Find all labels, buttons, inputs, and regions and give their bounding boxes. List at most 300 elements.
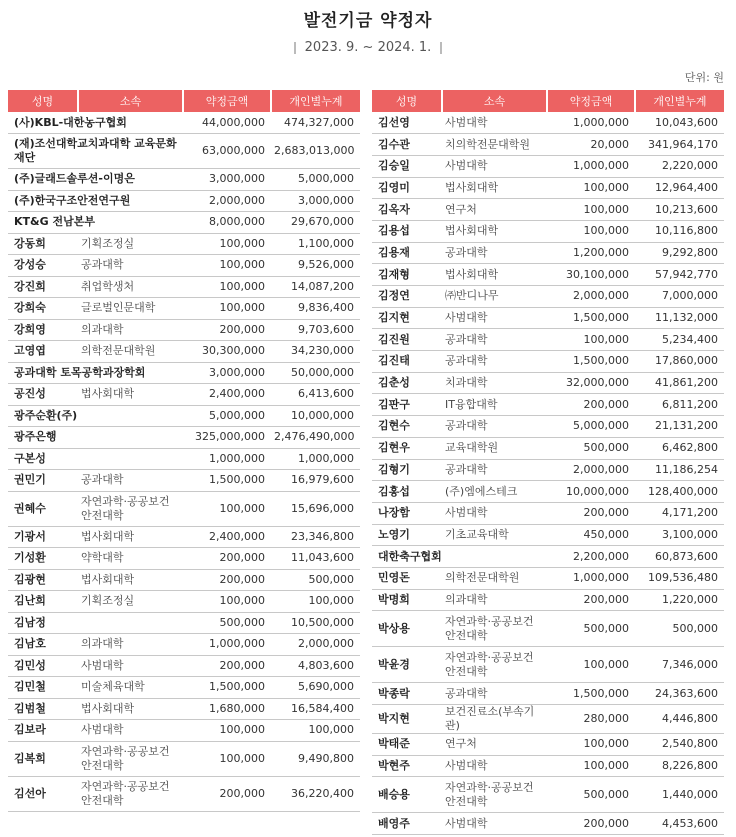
- cumulative-amount: 11,186,254: [635, 459, 724, 481]
- donor-affiliation: 사범대학: [442, 112, 547, 134]
- table-row: [372, 394, 724, 416]
- pledge-amount: 100,000: [547, 647, 635, 683]
- donor-name: 김영미: [372, 177, 442, 199]
- table-row: [8, 698, 360, 720]
- table-row: [372, 611, 724, 647]
- pledge-amount: 500,000: [547, 777, 635, 813]
- donor-affiliation: 기초교육대학: [442, 524, 547, 546]
- table-row: [372, 307, 724, 329]
- table-row: [8, 548, 360, 570]
- donor-affiliation: 약학대학: [78, 548, 183, 570]
- donor-affiliation: 법사회대학: [78, 526, 183, 548]
- cumulative-amount: 6,413,600: [271, 384, 360, 406]
- donor-name: 박지현: [372, 705, 442, 734]
- table-row: [8, 526, 360, 548]
- cumulative-amount: 1,000,000: [271, 448, 360, 470]
- donor-name: 김범철: [8, 698, 78, 720]
- cumulative-amount: 10,116,800: [635, 220, 724, 242]
- table-row: [8, 591, 360, 613]
- cumulative-amount: 6,462,800: [635, 437, 724, 459]
- cumulative-amount: 3,000,000: [271, 190, 360, 212]
- table-row: [372, 777, 724, 813]
- cumulative-amount: 4,171,200: [635, 502, 724, 524]
- pledge-amount: 1,500,000: [547, 683, 635, 705]
- donor-affiliation: 법사회대학: [78, 698, 183, 720]
- table-row: [372, 683, 724, 705]
- donor-table-left: [8, 90, 360, 812]
- cumulative-amount: 12,964,400: [635, 177, 724, 199]
- pledge-amount: 200,000: [183, 776, 271, 811]
- donor-affiliation: 자연과학·공공보건 안전대학: [442, 611, 547, 647]
- pledge-amount: 100,000: [183, 741, 271, 776]
- pledge-amount: 100,000: [547, 734, 635, 756]
- header-amount: 약정금액: [547, 90, 635, 112]
- table-row: [8, 405, 360, 427]
- cumulative-amount: 15,696,000: [271, 491, 360, 526]
- header-dept: 소속: [78, 90, 183, 112]
- donor-affiliation: ㈜반디나무: [442, 286, 547, 308]
- cumulative-amount: 5,000,000: [271, 169, 360, 191]
- table-row: [8, 384, 360, 406]
- header-row: [372, 90, 724, 112]
- table-row: [372, 112, 724, 134]
- donor-name: 공과대학 토목공학과장학회: [8, 362, 183, 384]
- pledge-amount: 5,000,000: [183, 405, 271, 427]
- table-row: [8, 655, 360, 677]
- table-row: [8, 427, 360, 449]
- table-row: [372, 437, 724, 459]
- table-row: [8, 233, 360, 255]
- donor-affiliation: 취업학생처: [78, 276, 183, 298]
- cumulative-amount: 60,873,600: [635, 546, 724, 568]
- table-row: [372, 134, 724, 156]
- donor-name: 김용재: [372, 242, 442, 264]
- donor-affiliation: 연구처: [442, 199, 547, 221]
- divider-right: [440, 42, 442, 54]
- donor-name: 공진성: [8, 384, 78, 406]
- table-row: [8, 190, 360, 212]
- table-row: [8, 341, 360, 363]
- pledge-amount: 1,500,000: [547, 307, 635, 329]
- header-name: 성명: [8, 90, 78, 112]
- donor-name: 김진태: [372, 351, 442, 373]
- pledge-amount: 1,000,000: [547, 112, 635, 134]
- cumulative-amount: 9,703,600: [271, 319, 360, 341]
- table-row: [372, 502, 724, 524]
- table-row: [8, 169, 360, 191]
- table-row: [372, 755, 724, 777]
- donor-name: 김형기: [372, 459, 442, 481]
- table-row: [372, 286, 724, 308]
- donor-affiliation: 법사회대학: [442, 264, 547, 286]
- pledge-amount: 2,200,000: [547, 546, 635, 568]
- donor-name: 권혜수: [8, 491, 78, 526]
- pledge-amount: 30,100,000: [547, 264, 635, 286]
- donor-name: (사)KBL-대한농구협회: [8, 112, 183, 134]
- cumulative-amount: 1,220,000: [635, 589, 724, 611]
- cumulative-amount: 10,000,000: [271, 405, 360, 427]
- unit-label: 단위: 원: [684, 71, 724, 84]
- cumulative-amount: 100,000: [271, 591, 360, 613]
- donor-name: 강희숙: [8, 298, 78, 320]
- table-row: [372, 242, 724, 264]
- pledge-amount: 200,000: [547, 394, 635, 416]
- donor-name: 배영주: [372, 813, 442, 835]
- donor-affiliation: 법사회대학: [78, 384, 183, 406]
- pledge-amount: 280,000: [547, 705, 635, 734]
- table-body: [8, 112, 360, 811]
- cumulative-amount: 474,327,000: [271, 112, 360, 134]
- donor-name: 배승용: [372, 777, 442, 813]
- donor-name: 김진원: [372, 329, 442, 351]
- pledge-amount: 200,000: [183, 548, 271, 570]
- cumulative-amount: 9,836,400: [271, 298, 360, 320]
- cumulative-amount: 8,226,800: [635, 755, 724, 777]
- cumulative-amount: 14,087,200: [271, 276, 360, 298]
- table-row: [8, 112, 360, 134]
- cumulative-amount: 6,811,200: [635, 394, 724, 416]
- cumulative-amount: 109,536,480: [635, 567, 724, 589]
- cumulative-amount: 1,100,000: [271, 233, 360, 255]
- donor-affiliation: 공과대학: [442, 242, 547, 264]
- pledge-amount: 100,000: [547, 199, 635, 221]
- pledge-amount: 1,200,000: [547, 242, 635, 264]
- pledge-amount: 2,000,000: [547, 459, 635, 481]
- donor-name: 강진희: [8, 276, 78, 298]
- donor-name: 민영돈: [372, 567, 442, 589]
- cumulative-amount: 50,000,000: [271, 362, 360, 384]
- donor-name: 김광현: [8, 569, 78, 591]
- header-dept: 소속: [442, 90, 547, 112]
- donor-name: 광주순환(주): [8, 405, 183, 427]
- pledge-amount: 100,000: [183, 720, 271, 742]
- pledge-amount: 1,500,000: [183, 470, 271, 492]
- table-row: [8, 569, 360, 591]
- cumulative-amount: 57,942,770: [635, 264, 724, 286]
- table-row: [372, 264, 724, 286]
- cumulative-amount: 7,000,000: [635, 286, 724, 308]
- cumulative-amount: 29,670,000: [271, 212, 360, 234]
- pledge-amount: 30,300,000: [183, 341, 271, 363]
- table-row: [372, 589, 724, 611]
- pledge-amount: 10,000,000: [547, 481, 635, 503]
- table-row: [8, 134, 360, 169]
- table-row: [8, 448, 360, 470]
- donor-name: 김선영: [372, 112, 442, 134]
- donor-affiliation: 법사회대학: [442, 220, 547, 242]
- cumulative-amount: 3,100,000: [635, 524, 724, 546]
- donor-affiliation: 글로벌인문대학: [78, 298, 183, 320]
- table-row: [372, 155, 724, 177]
- donor-affiliation: 사범대학: [442, 813, 547, 835]
- cumulative-amount: 24,363,600: [635, 683, 724, 705]
- donor-affiliation: 자연과학·공공보건 안전대학: [442, 777, 547, 813]
- donor-affiliation: 공과대학: [442, 459, 547, 481]
- pledge-amount: 100,000: [547, 329, 635, 351]
- donor-affiliation: 사범대학: [442, 307, 547, 329]
- donor-affiliation: 공과대학: [442, 329, 547, 351]
- table-row: [8, 776, 360, 811]
- pledge-amount: 100,000: [183, 255, 271, 277]
- cumulative-amount: 10,043,600: [635, 112, 724, 134]
- pledge-amount: 8,000,000: [183, 212, 271, 234]
- pledge-amount: 200,000: [183, 569, 271, 591]
- donor-name: 광주은행: [8, 427, 183, 449]
- cumulative-amount: 9,490,800: [271, 741, 360, 776]
- cumulative-amount: 2,000,000: [271, 634, 360, 656]
- pledge-amount: 100,000: [183, 298, 271, 320]
- donor-affiliation: 공과대학: [442, 351, 547, 373]
- donor-affiliation: 사범대학: [78, 720, 183, 742]
- donor-name: 박상용: [372, 611, 442, 647]
- table-body: [372, 112, 724, 835]
- donor-affiliation: 법사회대학: [78, 569, 183, 591]
- table-row: [372, 459, 724, 481]
- pledge-amount: 200,000: [547, 589, 635, 611]
- pledge-amount: 1,000,000: [547, 567, 635, 589]
- pledge-amount: 32,000,000: [547, 372, 635, 394]
- cumulative-amount: 4,446,800: [635, 705, 724, 734]
- donor-name: 박종락: [372, 683, 442, 705]
- donor-name: 김정연: [372, 286, 442, 308]
- pledge-amount: 1,000,000: [547, 155, 635, 177]
- cumulative-amount: 5,690,000: [271, 677, 360, 699]
- table-row: [372, 567, 724, 589]
- cumulative-amount: 23,346,800: [271, 526, 360, 548]
- donor-affiliation: 사범대학: [442, 755, 547, 777]
- donor-affiliation: 의과대학: [442, 589, 547, 611]
- table-row: [372, 351, 724, 373]
- donor-affiliation: 기획조정실: [78, 233, 183, 255]
- donor-affiliation: IT융합대학: [442, 394, 547, 416]
- donor-name: 김춘성: [372, 372, 442, 394]
- cumulative-amount: 10,500,000: [271, 612, 360, 634]
- donor-affiliation: 연구처: [442, 734, 547, 756]
- cumulative-amount: 1,440,000: [635, 777, 724, 813]
- pledge-amount: 5,000,000: [547, 416, 635, 438]
- donor-name: 강동희: [8, 233, 78, 255]
- table-row: [372, 647, 724, 683]
- donor-name: 박윤경: [372, 647, 442, 683]
- pledge-amount: 2,000,000: [547, 286, 635, 308]
- cumulative-amount: 500,000: [271, 569, 360, 591]
- table-row: [8, 741, 360, 776]
- pledge-amount: 200,000: [183, 655, 271, 677]
- donor-affiliation: 의과대학: [78, 319, 183, 341]
- cumulative-amount: 9,292,800: [635, 242, 724, 264]
- pledge-amount: 500,000: [183, 612, 271, 634]
- cumulative-amount: 17,860,000: [635, 351, 724, 373]
- donor-name: 김현수: [372, 416, 442, 438]
- pledge-amount: 2,000,000: [183, 190, 271, 212]
- pledge-amount: 1,680,000: [183, 698, 271, 720]
- pledge-amount: 1,000,000: [183, 448, 271, 470]
- table-row: [8, 634, 360, 656]
- header-row: [8, 90, 360, 112]
- donor-affiliation: (주)엠에스테크: [442, 481, 547, 503]
- divider-left: [294, 42, 296, 54]
- donor-name: 김승일: [372, 155, 442, 177]
- table-row: [8, 319, 360, 341]
- donor-name: 김용섭: [372, 220, 442, 242]
- donor-name: 김현우: [372, 437, 442, 459]
- pledge-amount: 100,000: [183, 591, 271, 613]
- table-row: [372, 220, 724, 242]
- donor-name: 김옥자: [372, 199, 442, 221]
- donor-name: 강희영: [8, 319, 78, 341]
- table-row: [8, 255, 360, 277]
- cumulative-amount: 341,964,170: [635, 134, 724, 156]
- donor-name: 김복희: [8, 741, 78, 776]
- donor-affiliation: 자연과학·공공보건 안전대학: [78, 741, 183, 776]
- donor-name: (주)한국구조안전연구원: [8, 190, 183, 212]
- table-row: [8, 212, 360, 234]
- cumulative-amount: 16,584,400: [271, 698, 360, 720]
- period-text: 2023. 9. ~ 2024. 1.: [304, 40, 432, 55]
- donor-affiliation: 자연과학·공공보건 안전대학: [78, 776, 183, 811]
- cumulative-amount: 2,540,800: [635, 734, 724, 756]
- donor-affiliation: 의학전문대학원: [442, 567, 547, 589]
- donor-name: 김판구: [372, 394, 442, 416]
- donor-name: 김남호: [8, 634, 78, 656]
- donor-name: (재)조선대학교치과대학 교육문화재단: [8, 134, 183, 169]
- donor-affiliation: 공과대학: [442, 683, 547, 705]
- pledge-amount: 63,000,000: [183, 134, 271, 169]
- cumulative-amount: 128,400,000: [635, 481, 724, 503]
- donor-affiliation: 공과대학: [78, 255, 183, 277]
- cumulative-amount: 2,683,013,000: [271, 134, 360, 169]
- donor-affiliation: 치의학전문대학원: [442, 134, 547, 156]
- donor-affiliation: 법사회대학: [442, 177, 547, 199]
- cumulative-amount: 41,861,200: [635, 372, 724, 394]
- pledge-amount: 200,000: [183, 319, 271, 341]
- cumulative-amount: 2,220,000: [635, 155, 724, 177]
- donor-name: 김수관: [372, 134, 442, 156]
- pledge-amount: 2,400,000: [183, 526, 271, 548]
- table-row: [8, 298, 360, 320]
- header-name: 성명: [372, 90, 442, 112]
- cumulative-amount: 100,000: [271, 720, 360, 742]
- donor-name: 박태준: [372, 734, 442, 756]
- cumulative-amount: 9,526,000: [271, 255, 360, 277]
- donor-table-right: [372, 90, 724, 835]
- donor-name: 김재형: [372, 264, 442, 286]
- donor-affiliation: 보건진료소(부속기관): [442, 705, 547, 734]
- table-row: [8, 720, 360, 742]
- header-cumulative: 개인별누계: [271, 90, 360, 112]
- donor-affiliation: 공과대학: [442, 416, 547, 438]
- donor-name: 박현주: [372, 755, 442, 777]
- pledge-amount: 20,000: [547, 134, 635, 156]
- pledge-amount: 450,000: [547, 524, 635, 546]
- pledge-amount: 100,000: [547, 220, 635, 242]
- donor-affiliation: 교육대학원: [442, 437, 547, 459]
- donor-affiliation: 치과대학: [442, 372, 547, 394]
- cumulative-amount: 2,476,490,000: [271, 427, 360, 449]
- donor-name: 대한축구협회: [372, 546, 547, 568]
- cumulative-amount: 11,132,000: [635, 307, 724, 329]
- table-row: [8, 362, 360, 384]
- period: [0, 40, 736, 55]
- table-row: [372, 546, 724, 568]
- donor-name: 권민기: [8, 470, 78, 492]
- donor-name: 김선아: [8, 776, 78, 811]
- donor-name: 기성환: [8, 548, 78, 570]
- pledge-amount: 1,500,000: [183, 677, 271, 699]
- pledge-amount: 100,000: [547, 177, 635, 199]
- donor-name: 김난희: [8, 591, 78, 613]
- pledge-amount: 200,000: [547, 813, 635, 835]
- donor-name: 김민철: [8, 677, 78, 699]
- cumulative-amount: 4,803,600: [271, 655, 360, 677]
- donor-name: 김민성: [8, 655, 78, 677]
- pledge-amount: 2,400,000: [183, 384, 271, 406]
- cumulative-amount: 7,346,000: [635, 647, 724, 683]
- cumulative-amount: 16,979,600: [271, 470, 360, 492]
- pledge-amount: 44,000,000: [183, 112, 271, 134]
- donor-affiliation: 자연과학·공공보건 안전대학: [442, 647, 547, 683]
- donor-name: 김지현: [372, 307, 442, 329]
- cumulative-amount: 10,213,600: [635, 199, 724, 221]
- pledge-amount: 500,000: [547, 437, 635, 459]
- donor-name: 구본성: [8, 448, 183, 470]
- table-row: [8, 470, 360, 492]
- donor-name: 강성승: [8, 255, 78, 277]
- pledge-amount: 200,000: [547, 502, 635, 524]
- donor-name: 고영엽: [8, 341, 78, 363]
- donor-name: (주)글래드솔루션-이명은: [8, 169, 183, 191]
- table-row: [372, 813, 724, 835]
- table-row: [8, 677, 360, 699]
- table-row: [372, 199, 724, 221]
- header-amount: 약정금액: [183, 90, 271, 112]
- table-row: [8, 491, 360, 526]
- donor-name: 김홍섭: [372, 481, 442, 503]
- table-row: [372, 705, 724, 734]
- donor-affiliation: 사범대학: [442, 155, 547, 177]
- donor-affiliation: 공과대학: [78, 470, 183, 492]
- donor-affiliation: 의과대학: [78, 634, 183, 656]
- pledge-amount: 100,000: [183, 233, 271, 255]
- pledge-amount: 100,000: [183, 491, 271, 526]
- donor-name: 노영기: [372, 524, 442, 546]
- header-cumulative: 개인별누계: [635, 90, 724, 112]
- donor-affiliation: 사범대학: [442, 502, 547, 524]
- donor-name: KT&G 전남본부: [8, 212, 183, 234]
- donor-name: 김보라: [8, 720, 78, 742]
- pledge-amount: 3,000,000: [183, 362, 271, 384]
- donor-affiliation: 사범대학: [78, 655, 183, 677]
- table-row: [8, 276, 360, 298]
- table-row: [372, 416, 724, 438]
- table-row: [372, 372, 724, 394]
- pledge-amount: 1,000,000: [183, 634, 271, 656]
- pledge-amount: 3,000,000: [183, 169, 271, 191]
- donor-name: 기광서: [8, 526, 78, 548]
- table-row: [372, 524, 724, 546]
- donor-name: 박명희: [372, 589, 442, 611]
- pledge-amount: 100,000: [183, 276, 271, 298]
- pledge-amount: 100,000: [547, 755, 635, 777]
- donor-affiliation: 미술체육대학: [78, 677, 183, 699]
- donor-affiliation: 기획조정실: [78, 591, 183, 613]
- table-row: [372, 734, 724, 756]
- pledge-amount: 500,000: [547, 611, 635, 647]
- cumulative-amount: 34,230,000: [271, 341, 360, 363]
- table-row: [8, 612, 360, 634]
- cumulative-amount: 36,220,400: [271, 776, 360, 811]
- table-row: [372, 481, 724, 503]
